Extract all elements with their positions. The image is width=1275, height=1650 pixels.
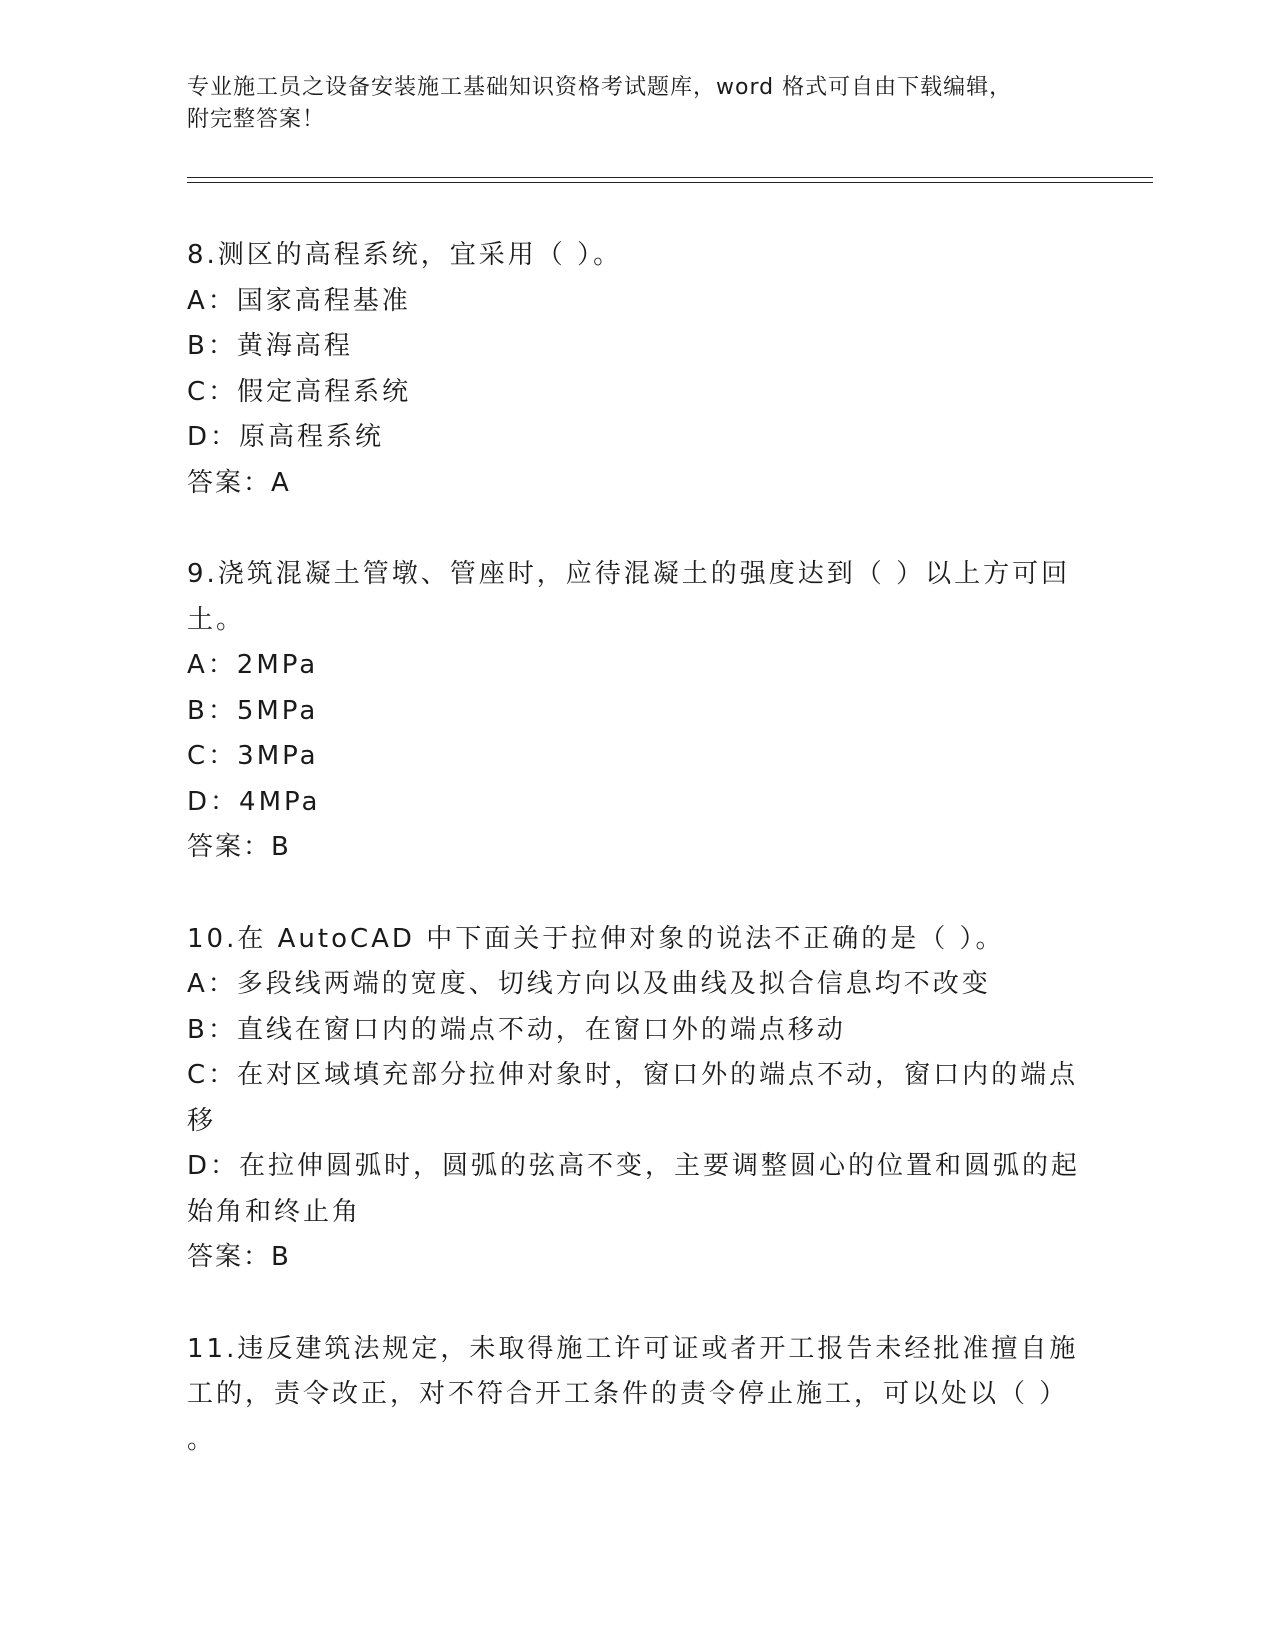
question-stem: 10.在 AutoCAD 中下面关于拉伸对象的说法不正确的是（ ）。 <box>187 923 1005 954</box>
question-stem-continued-2: 。 <box>187 1424 217 1455</box>
option-b: B：黄海高程 <box>187 331 353 361</box>
option-c-continued: 移 <box>187 1105 217 1136</box>
option-b: B：5MPa <box>187 695 319 726</box>
option-a: A：国家高程基准 <box>187 285 411 316</box>
answer-label: 答案：B <box>187 1242 291 1272</box>
question-stem-continued: 土。 <box>187 604 246 635</box>
option-b: B：直线在窗口内的端点不动，在窗口外的端点移动 <box>187 1014 846 1045</box>
question-8 <box>187 233 1087 506</box>
document-header <box>187 72 1067 136</box>
question-11 <box>187 1327 1087 1464</box>
question-10 <box>187 917 1087 1281</box>
option-a: A：多段线两端的宽度、切线方向以及曲线及拟合信息均不改变 <box>187 969 991 999</box>
option-d: D：原高程系统 <box>187 422 385 452</box>
option-c: C：3MPa <box>187 741 319 771</box>
header-text-line-2: 附完整答案！ <box>187 107 326 132</box>
question-stem-continued: 工的，责令改正，对不符合开工条件的责令停止施工，可以处以（ ） <box>187 1379 1069 1409</box>
option-a: A：2MPa <box>187 650 319 680</box>
header-text-line-1: 专业施工员之设备安装施工基础知识资格考试题库，word 格式可自由下载编辑， <box>187 75 1013 100</box>
option-d: D：在拉伸圆弧时，圆弧的弦高不变，主要调整圆心的位置和圆弧的起 <box>187 1151 1081 1181</box>
answer-label: 答案：B <box>187 832 291 862</box>
question-stem: 11.违反建筑法规定，未取得施工许可证或者开工报告未经批准擅自施 <box>187 1333 1079 1364</box>
option-c: C：假定高程系统 <box>187 376 412 407</box>
question-9 <box>187 552 1087 871</box>
header-divider-top <box>187 177 1153 178</box>
question-list <box>187 233 1087 1509</box>
question-stem: 9.浇筑混凝土管墩、管座时，应待混凝土的强度达到（ ）以上方可回 <box>187 559 1071 589</box>
option-d: D：4MPa <box>187 786 321 817</box>
option-d-continued: 始角和终止角 <box>187 1196 362 1227</box>
header-divider-bottom <box>187 182 1153 183</box>
question-stem: 8.测区的高程系统，宜采用（ ）。 <box>187 240 623 270</box>
option-c: C：在对区域填充部分拉伸对象时，窗口外的端点不动，窗口内的端点 <box>187 1060 1079 1090</box>
answer-label: 答案：A <box>187 467 291 498</box>
